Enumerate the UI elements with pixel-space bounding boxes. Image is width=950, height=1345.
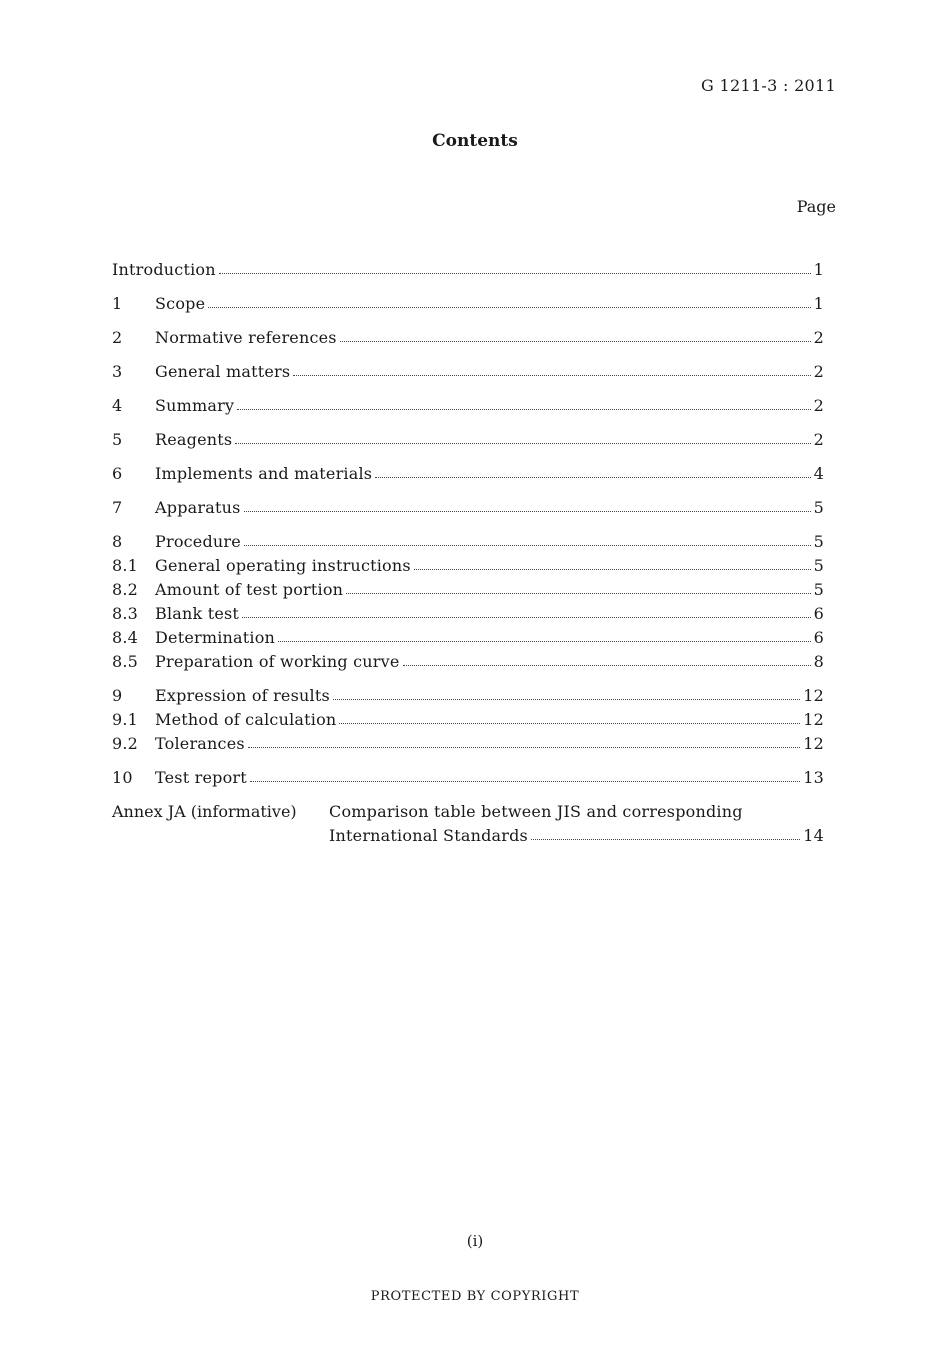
toc-entry-label: Introduction: [112, 260, 216, 279]
toc-entry-number: 2: [112, 328, 123, 347]
toc-entry[interactable]: [112, 496, 824, 520]
toc-entry-page: 4: [813, 464, 824, 483]
toc-entry-number: 5: [112, 430, 123, 449]
leader-dots: [278, 640, 811, 642]
toc-entry-number: 8.1: [112, 556, 139, 575]
toc-entry-page: 2: [813, 396, 824, 415]
annex-title-line-1: Comparison table between JIS and corresponding: [329, 802, 743, 821]
toc-entry-page: 5: [813, 498, 824, 517]
toc-entry-number: 8.4: [112, 628, 139, 647]
toc-entry-page: 5: [813, 580, 824, 599]
leader-dots: [375, 476, 810, 478]
leader-dots: [208, 306, 810, 308]
leader-dots: [414, 568, 811, 570]
toc-entry-label: General matters: [155, 362, 291, 381]
leader-dots: [333, 698, 800, 700]
toc-entry-page: 5: [813, 532, 824, 551]
toc-entry-label: Apparatus: [155, 498, 241, 517]
leader-dots: [346, 592, 810, 594]
toc-entry-annex[interactable]: [112, 800, 824, 848]
toc-entry-number: 9.2: [112, 734, 139, 753]
toc-entry[interactable]: [112, 462, 824, 486]
leader-dots: [531, 838, 800, 840]
toc-entry-label: Preparation of working curve: [155, 652, 400, 671]
toc-entry-label: Method of calculation: [155, 710, 337, 729]
copyright-notice: PROTECTED BY COPYRIGHT: [370, 1289, 580, 1304]
toc-entry-number: 8.5: [112, 652, 139, 671]
leader-dots: [250, 780, 800, 782]
toc-entry-page: 2: [813, 362, 824, 381]
toc-entry-number: 6: [112, 464, 123, 483]
toc-entry[interactable]: [112, 360, 824, 384]
toc-entry-page: 1: [813, 260, 824, 279]
toc-entry-page: 6: [813, 604, 824, 623]
toc-entry-label: Test report: [155, 768, 247, 787]
toc-entry[interactable]: [112, 292, 824, 316]
toc-entry[interactable]: [112, 708, 824, 732]
toc-entry-number: 8.2: [112, 580, 139, 599]
toc-entry-number: 8: [112, 532, 123, 551]
toc-entry-label: Blank test: [155, 604, 240, 623]
toc-entry[interactable]: [112, 394, 824, 418]
leader-dots: [244, 544, 811, 546]
toc-entry-page: 12: [803, 686, 824, 705]
toc-entry-label: Normative references: [155, 328, 337, 347]
toc-entry[interactable]: [112, 530, 824, 554]
toc-entry-label: Tolerances: [155, 734, 245, 753]
toc-entry-label: Determination: [155, 628, 276, 647]
annex-body: [329, 800, 824, 848]
toc-entry[interactable]: [112, 684, 824, 708]
leader-dots: [244, 510, 811, 512]
toc-entry[interactable]: [112, 626, 824, 650]
toc-entry-label: Reagents: [155, 430, 233, 449]
annex-line-2: [329, 824, 824, 848]
toc-entry-page: 2: [813, 430, 824, 449]
toc-entry-page: 13: [803, 768, 824, 787]
toc-entry-label: Amount of test portion: [155, 580, 344, 599]
toc-entry-number: 10: [112, 768, 133, 787]
toc-entry-label: General operating instructions: [155, 556, 411, 575]
toc-entry-number: 1: [112, 294, 123, 313]
annex-line-1: [329, 800, 824, 824]
page-title: Contents: [432, 131, 518, 151]
leader-dots: [403, 664, 811, 666]
toc-entry-number: 3: [112, 362, 123, 381]
toc-entry[interactable]: [112, 650, 824, 674]
toc-entry-label: Implements and materials: [155, 464, 373, 483]
table-of-contents: [112, 258, 824, 848]
toc-entry-page: 5: [813, 556, 824, 575]
toc-entry-label: Summary: [155, 396, 235, 415]
toc-entry-number: 7: [112, 498, 123, 517]
toc-entry-number: 9.1: [112, 710, 139, 729]
toc-entry-number: 8.3: [112, 604, 139, 623]
standard-number: G 1211-3 : 2011: [701, 76, 836, 95]
toc-entry[interactable]: [112, 732, 824, 756]
toc-entry-page: 6: [813, 628, 824, 647]
toc-entry[interactable]: [112, 554, 824, 578]
toc-entry-page: 2: [813, 328, 824, 347]
toc-entry-label: Expression of results: [155, 686, 330, 705]
toc-entry[interactable]: [112, 326, 824, 350]
leader-dots: [293, 374, 810, 376]
annex-title-line-2: International Standards: [329, 826, 528, 845]
toc-entry[interactable]: [112, 428, 824, 452]
toc-entry[interactable]: [112, 766, 824, 790]
annex-prefix: Annex JA (informative): [112, 802, 297, 821]
leader-dots: [242, 616, 811, 618]
toc-entry[interactable]: [112, 578, 824, 602]
toc-entry-number: 4: [112, 396, 123, 415]
toc-entry-label: Scope: [155, 294, 206, 313]
page-number-footer: (i): [466, 1232, 484, 1250]
page-column-heading: Page: [796, 197, 836, 216]
toc-entries: [112, 258, 824, 790]
leader-dots: [237, 408, 810, 410]
leader-dots: [248, 746, 800, 748]
toc-entry-page: 8: [813, 652, 824, 671]
toc-entry-label: Procedure: [155, 532, 241, 551]
toc-entry-page: 12: [803, 710, 824, 729]
toc-entry-page: 1: [813, 294, 824, 313]
leader-dots: [219, 272, 811, 274]
annex-page-number: 14: [803, 826, 824, 845]
toc-entry-page: 12: [803, 734, 824, 753]
toc-entry[interactable]: [112, 602, 824, 626]
toc-entry[interactable]: [112, 258, 824, 282]
leader-dots: [235, 442, 810, 444]
leader-dots: [340, 340, 811, 342]
leader-dots: [339, 722, 800, 724]
toc-entry-number: 9: [112, 686, 123, 705]
